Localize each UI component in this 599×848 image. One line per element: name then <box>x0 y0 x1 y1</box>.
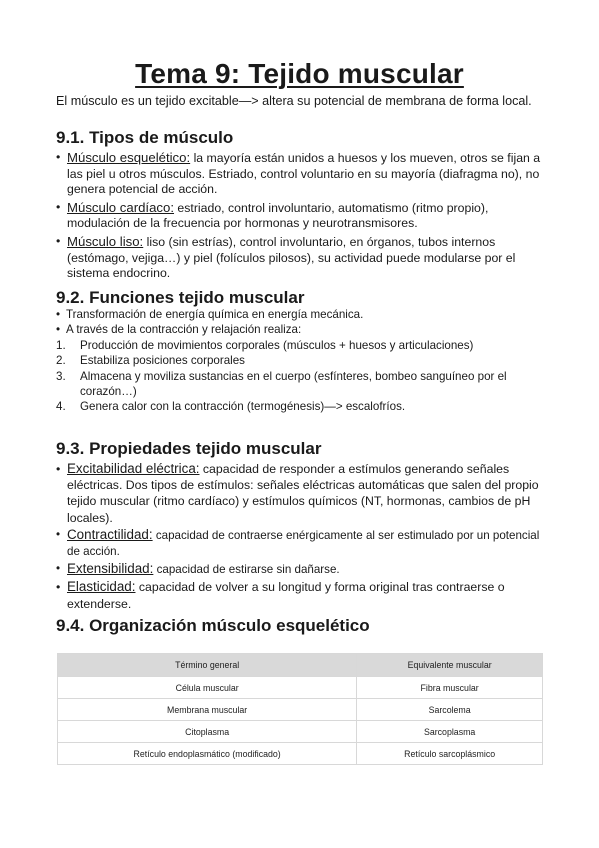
table-header-row <box>58 654 543 677</box>
bullet-icon: • <box>56 199 61 214</box>
item-number: 3. <box>56 369 66 383</box>
list-item-text: Genera calor con la contracción (termogénesis)—> escalofríos. <box>80 400 406 414</box>
section-heading-funciones: 9.2. Funciones tejido muscular <box>56 288 305 307</box>
bullet-icon: • <box>56 233 61 248</box>
term-description: estriado, control involuntario, automatismo (ritmo propio), modulación de la frecuencia por hormonas y neurotransmisores. <box>67 200 489 231</box>
table-cell: Sarcolema <box>357 699 543 721</box>
term-description: capacidad de contraerse enérgicamente al ser estimulado por un potencial de acción. <box>67 528 540 559</box>
list-item <box>56 322 542 337</box>
numbered-item <box>56 399 542 414</box>
list-item-text: Transformación de energía química en energía mecánica. <box>66 308 364 321</box>
section-propiedades-list <box>56 461 542 612</box>
table-cell: Sarcoplasma <box>357 721 543 743</box>
numbered-item <box>56 338 542 353</box>
term-label: Extensibilidad: <box>67 561 154 577</box>
table-row <box>58 677 543 699</box>
bullet-icon: • <box>56 150 61 164</box>
page-title: Tema 9: Tejido muscular <box>135 58 464 89</box>
list-item <box>56 561 542 578</box>
column-header: Término general <box>58 654 357 677</box>
item-number: 2. <box>56 354 66 368</box>
item-number: 4. <box>56 400 66 414</box>
item-number: 1. <box>56 338 66 352</box>
numbered-item <box>56 369 542 400</box>
list-item <box>56 461 542 526</box>
table-cell: Retículo endoplasmático (modificado) <box>58 743 357 765</box>
list-item <box>56 200 542 232</box>
table-row <box>58 721 543 743</box>
table-cell: Retículo sarcoplásmico <box>357 743 543 765</box>
list-item-text: Estabiliza posiciones corporales <box>80 354 245 368</box>
term-label: Elasticidad: <box>67 579 136 595</box>
bullet-icon: • <box>56 562 61 576</box>
bullet-icon: • <box>56 527 61 541</box>
term-label: Excitabilidad eléctrica: <box>67 461 200 476</box>
section-heading-organizacion: 9.4. Organización músculo esquelético <box>56 616 370 635</box>
term-label: Músculo liso: <box>67 233 144 249</box>
table-cell: Citoplasma <box>58 721 357 743</box>
table-row <box>58 743 543 765</box>
term-description: la mayoría están unidos a huesos y los mueven, otros se fijan a las piel u otros músculos. Estriado, control voluntario en su mayoría (diafragma no), no genera potencial de acción. <box>67 151 541 197</box>
bullet-icon: • <box>56 580 61 595</box>
bullet-icon: • <box>56 462 61 476</box>
term-description: capacidad de estirarse sin dañarse. <box>153 563 340 577</box>
term-label: Contractilidad: <box>67 526 153 542</box>
term-description: capacidad de volver a su longitud y forma original tras contraerse o extenderse. <box>67 580 505 611</box>
list-item <box>56 234 542 282</box>
list-item-text: A través de la contracción y relajación realiza: <box>66 323 302 337</box>
column-header: Equivalente muscular <box>357 654 543 677</box>
list-item <box>56 307 542 322</box>
intro-paragraph: El músculo es un tejido excitable—> altera su potencial de membrana de forma local. <box>56 94 532 108</box>
section-funciones-list <box>56 307 542 415</box>
table-cell: Célula muscular <box>58 677 357 699</box>
numbered-item <box>56 353 542 368</box>
table-cell: Membrana muscular <box>58 699 357 721</box>
list-item-text: Almacena y moviliza sustancias en el cuerpo (esfínteres, bombeo sanguíneo por el corazón…) <box>80 369 507 399</box>
bullet-icon: • <box>56 308 61 321</box>
list-item <box>56 579 542 611</box>
list-item <box>56 150 542 198</box>
list-item <box>56 527 542 560</box>
table-cell: Fibra muscular <box>357 677 543 699</box>
term-description: capacidad de responder a estímulos generando señales eléctricas. Dos tipos de estímulos: señales eléctricas automáticas que salen del propio tejido muscular (ritmo cardíaco) y estímulos químicos (NT, hormonas, cambios de pH locales). <box>67 462 539 525</box>
term-description: liso (sin estrías), control involuntario, en órganos, tubos internos (estómago, vejiga…) y piel (folículos pilosos), su actividad puede modularse por el sistema endocrino. <box>67 234 516 281</box>
list-item-text: Producción de movimientos corporales (músculos + huesos y articulaciones) <box>80 338 474 352</box>
term-label: Músculo esquelético: <box>67 150 191 165</box>
section-heading-propiedades: 9.3. Propiedades tejido muscular <box>56 439 322 458</box>
section-heading-tipos: 9.1. Tipos de músculo <box>56 128 234 147</box>
equivalence-table <box>57 653 543 765</box>
section-tipos-list <box>56 150 542 282</box>
term-label: Músculo cardíaco: <box>67 199 175 215</box>
table-row <box>58 699 543 721</box>
bullet-icon: • <box>56 323 61 337</box>
